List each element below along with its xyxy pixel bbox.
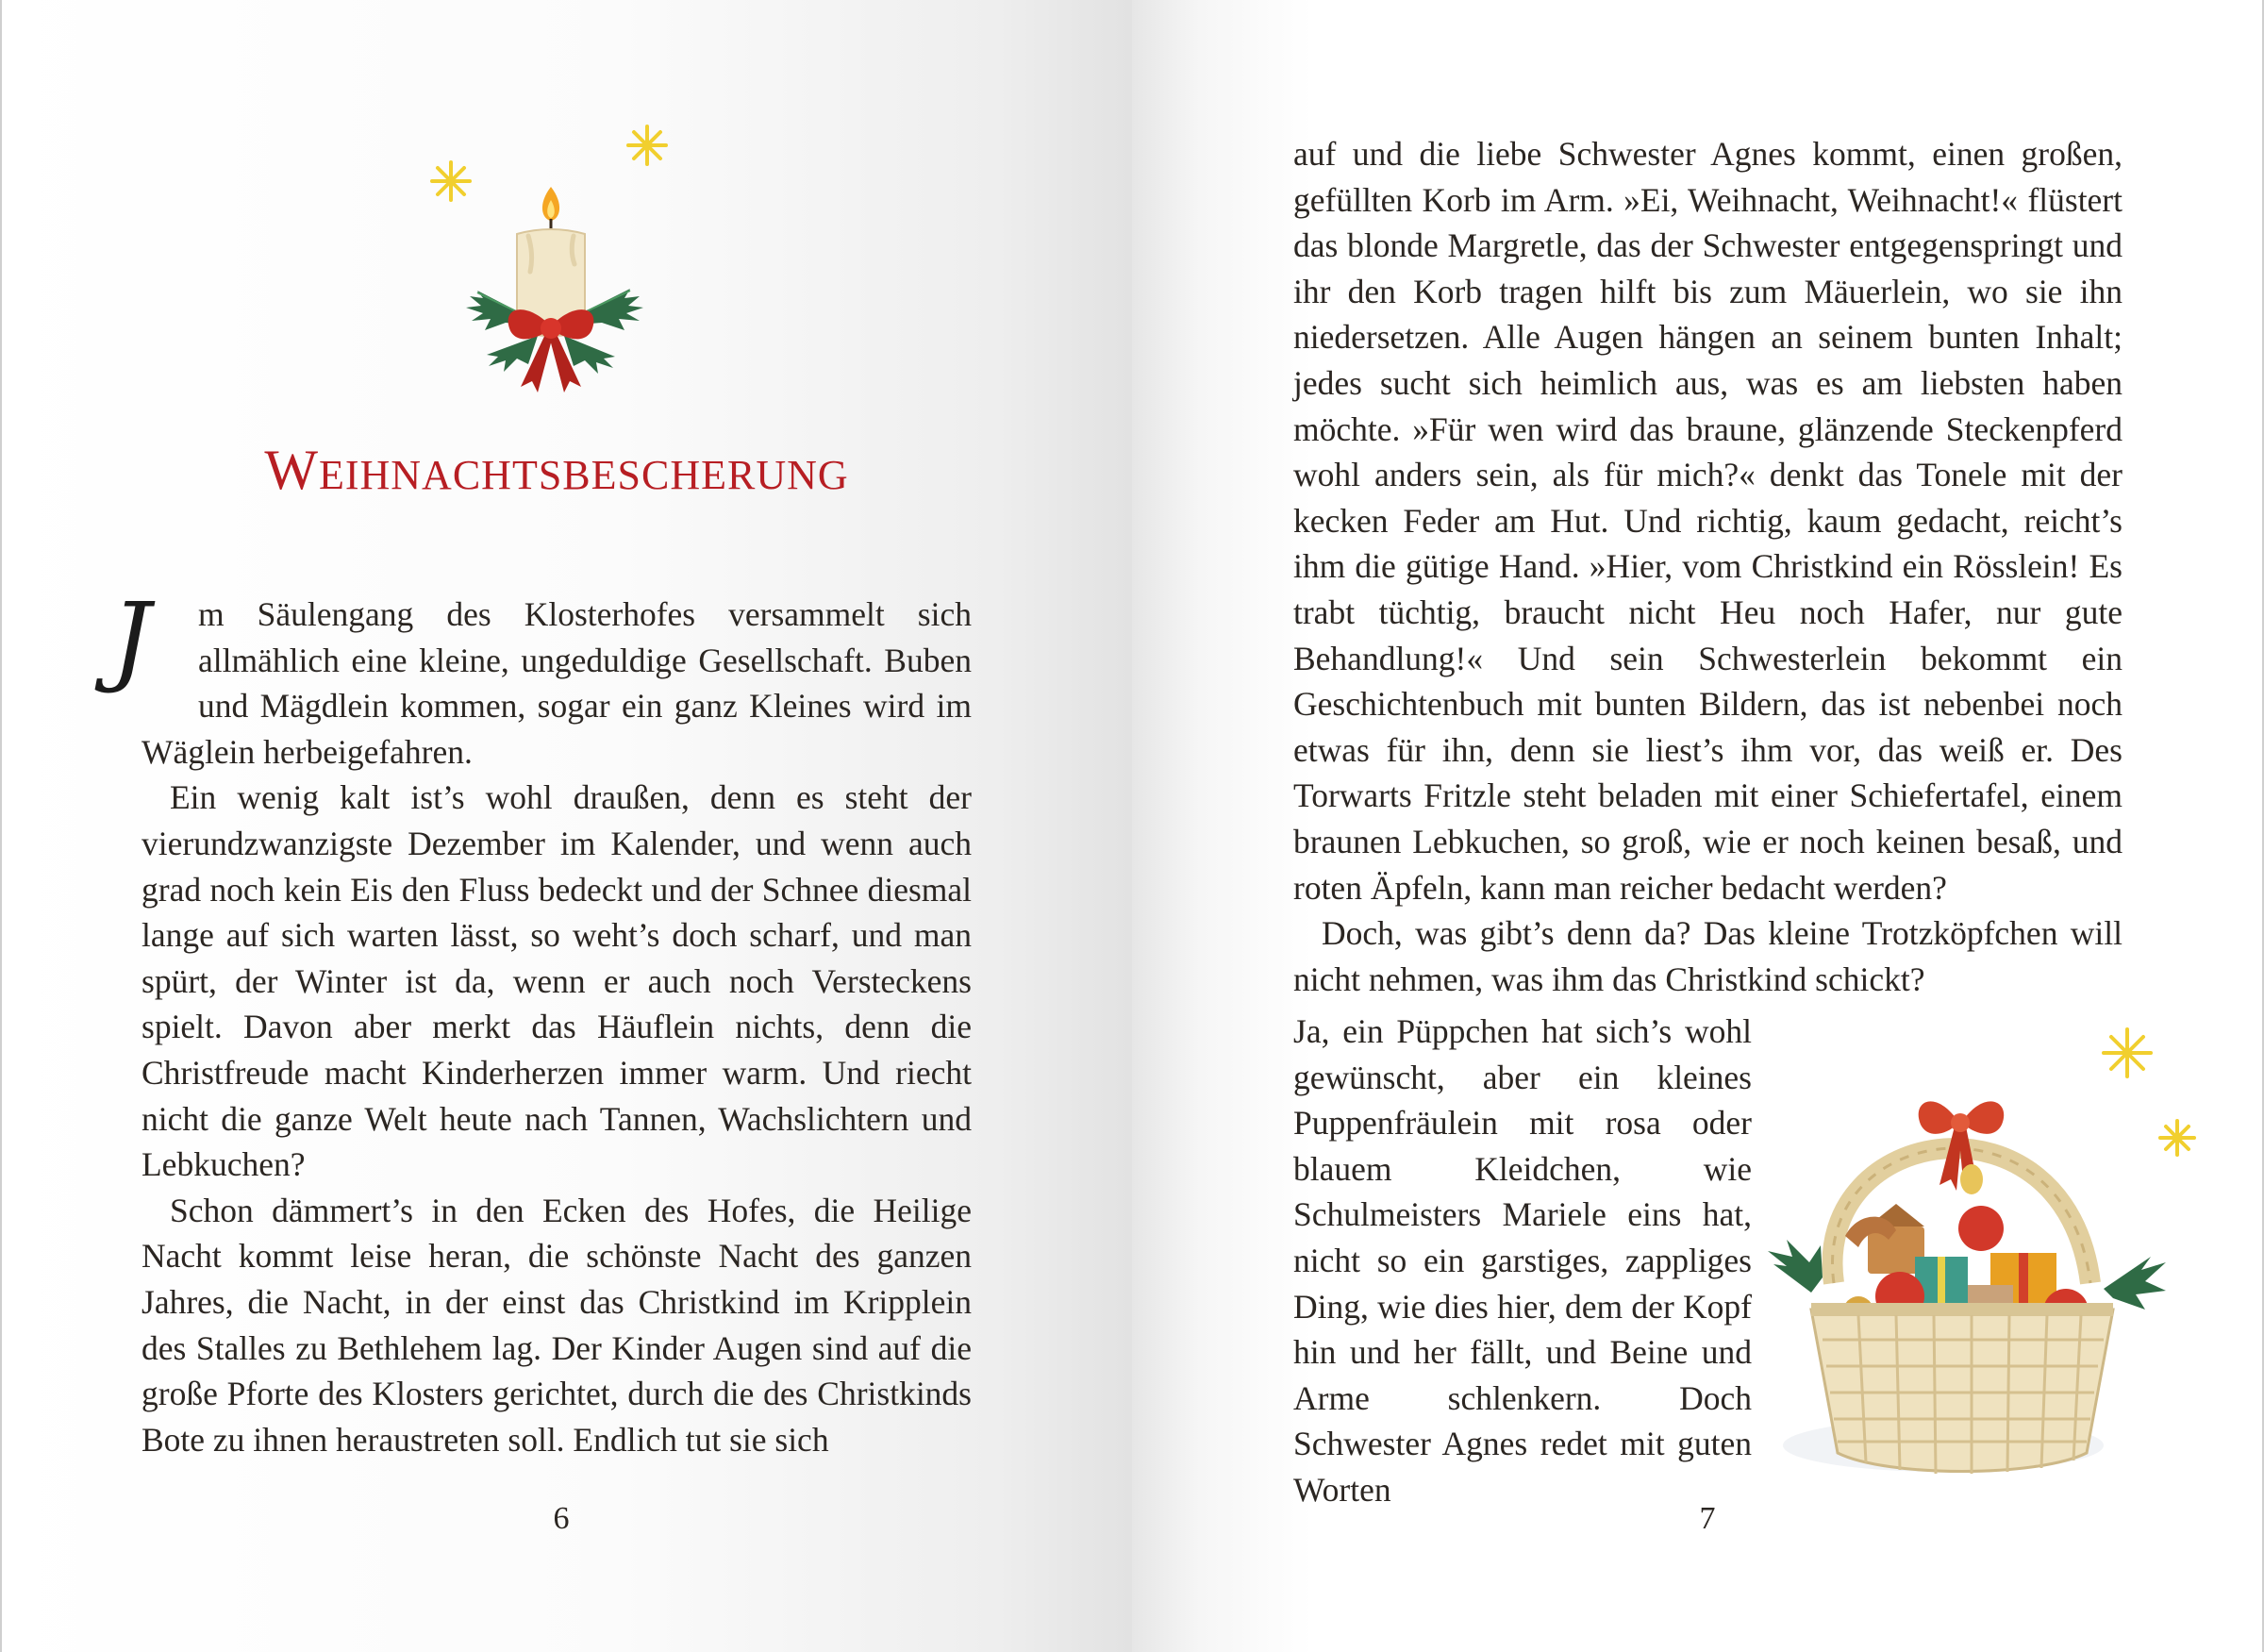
page-number-left: 6 bbox=[553, 1501, 570, 1536]
chapter-title-initial: W bbox=[264, 439, 319, 501]
paragraph: auf und die liebe Schwester Agnes kommt, einen großen, gefüllten Korb im Arm. »Ei, Weihnacht, Weihnacht!« flüstert das blonde Margretle, das der Schwester entgegenspringt und ihr den Korb tragen hilft bis zum Mäuerlein, wo sie ihn niedersetzen. Alle Augen hängen an seinem bunten Inhalt; jedes sucht sich heimlich aus, was es am liebsten haben möchte. »Für wen wird das braune, glänzende Steckenpferd wohl anders sein, als für mich?« denkt das Tonele mit der kecken Feder am Hut. Und richtig, kaum gedacht, reicht’s ihm die gütige Hand. »Hier, vom Christkind ein Rösslein! Es trabt tüchtig, braucht nicht Heu noch Hafer, nur gute Behandlung!« Und sein Schwesterlein bekommt ein Geschichtenbuch mit bunten Bildern, das ist nebenbei noch etwas für ihn, denn sie liest’s ihm vor, das weiß er. Des Torwarts Fritzle steht beladen mit einer Schiefertafel, einem braunen Lebkuchen, so groß, wie er noch keinen besaß, und roten Äpfeln, kann man reicher bedacht werden? bbox=[1293, 135, 2122, 907]
paragraph bbox=[111, 581, 972, 775]
right-page-text-beside-basket bbox=[1293, 1009, 1752, 1513]
paragraph: Ein wenig kalt ist’s wohl draußen, denn es steht der vierundzwanzigste Dezember im Kalender, und wenn auch grad noch kein Eis den Fluss bedeckt und der Schnee diesmal lange auf sich warten lässt, so weht’s doch scharf, und man spürt, der Winter ist da, wenn er auch noch Versteckens spielt. Davon aber merkt das Häuflein nichts, denn die Christfreude macht Kinderherzen immer warm. Und riecht nicht die ganze Welt heute nach Tannen, Wachslichtern und Lebkuchen? bbox=[142, 778, 972, 1184]
left-page-text bbox=[111, 581, 972, 1462]
star-icon bbox=[2160, 1121, 2194, 1155]
paragraph: Schon dämmert’s in den Ecken des Hofes, die Heilige Nacht kommt leise heran, die schönste Nacht des ganzen Jahres, die Nacht, in der einst das Christkind im Kripplein des Stalles zu Bethlehem lag. Der Kinder Augen sind auf die große Pforte des Klosters gerichtet, durch die des Christkinds Bote zu ihnen heraustreten soll. Endlich tut sie sich bbox=[142, 1191, 972, 1459]
paragraph: Doch, was gibt’s denn da? Das kleine Trotzköpfchen will nicht nehmen, was ihm das Christkind schickt? bbox=[1293, 914, 2122, 998]
star-icon bbox=[432, 162, 470, 200]
paragraph-text: m Säulengang des Klosterhofes versammelt sich allmählich eine kleine, ungeduldige Gesellschaft. Buben und Mägdlein kommen, sogar ein ganz Kleines wird im Wäglein herbeigefahren. bbox=[142, 595, 972, 771]
drop-cap: J bbox=[111, 581, 151, 696]
page-number-right: 7 bbox=[1699, 1501, 1716, 1536]
star-icon bbox=[628, 126, 666, 164]
paragraph: Ja, ein Püppchen hat sich’s wohl gewünscht, aber ein kleines Puppenfräulein mit rosa oder blauem Kleidchen, wie Schulmeisters Mariele eins hat, nicht so ein garstiges, zappliges Ding, wie dies hier, dem der Kopf hin und her fällt, und Beine und Arme schlenkern. Doch Schwester Agnes redet mit guten Worten bbox=[1293, 1012, 1752, 1509]
right-page-text bbox=[1293, 131, 2122, 1002]
gift-basket-icon bbox=[1755, 1010, 2207, 1500]
chapter-title bbox=[142, 437, 972, 509]
star-icon bbox=[2104, 1029, 2151, 1076]
chapter-title-rest: EIHNACHTSBESCHERUNG bbox=[318, 452, 849, 498]
candle-with-fir-and-bow-icon bbox=[396, 113, 698, 396]
page-edge bbox=[0, 0, 2, 1652]
